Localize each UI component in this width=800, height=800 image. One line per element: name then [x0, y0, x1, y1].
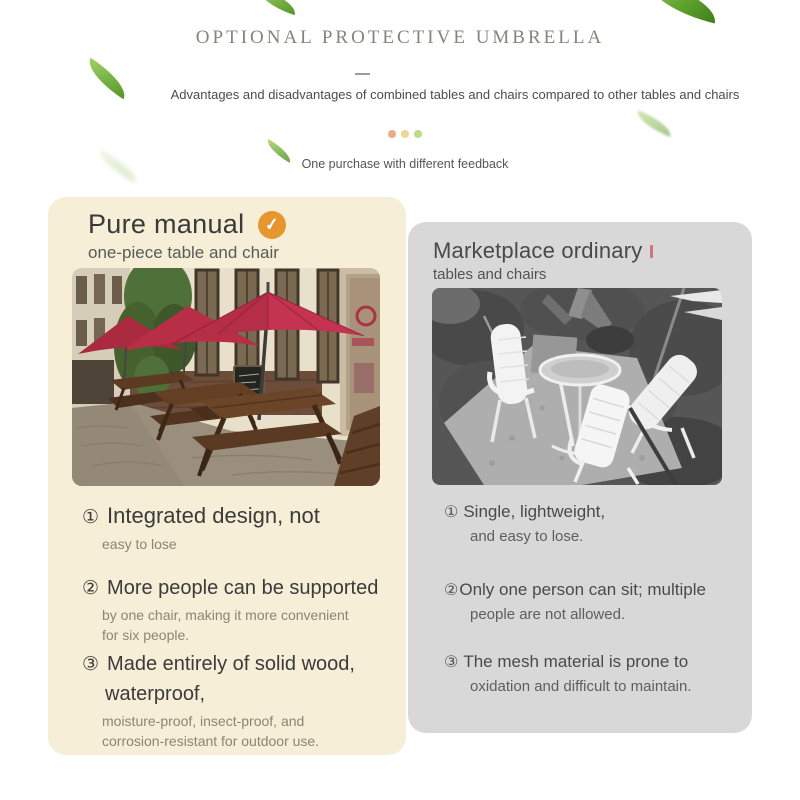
dot-separator [369, 130, 441, 138]
left-panel-subtitle: one-piece table and chair [88, 243, 279, 262]
item-heading: More people can be supported [107, 577, 379, 599]
item-subtext: for six people. [102, 627, 190, 644]
right-panel-subtitle: tables and chairs [433, 266, 547, 283]
circled-number: ③ [82, 654, 100, 675]
leaf-icon [633, 110, 675, 137]
item-line: Single, lightweight, [463, 502, 606, 521]
item-line: and easy to lose. [470, 528, 584, 545]
item-subtext: moisture-proof, insect-proof, and [102, 713, 305, 729]
mesh-chairs-glass-table-photo [432, 288, 722, 485]
item-subtext: by one chair, making it more convenient [102, 607, 349, 623]
item-heading: Integrated design, not [107, 503, 320, 528]
dot-icon [388, 130, 396, 138]
item-line: oxidation and difficult to maintain. [470, 678, 692, 695]
right-panel-title: Marketplace ordinary [433, 238, 643, 263]
divider [355, 73, 370, 75]
item-subtext: corrosion-resistant for outdoor use. [102, 733, 320, 750]
tagline: One purchase with different feedback [301, 157, 509, 171]
item-heading: waterproof, [105, 683, 206, 705]
red-umbrella-picnic-tables-photo [72, 268, 380, 486]
list-item [444, 652, 736, 695]
leaf-icon [255, 0, 300, 15]
check-icon: ✓ [257, 209, 288, 240]
x-mark-icon [650, 245, 653, 258]
right-product-panel [408, 222, 752, 733]
page-subtitle: Advantages and disadvantages of combined tables and chairs compared to other tables and chairs [170, 87, 740, 102]
list-item [82, 577, 398, 644]
leaf-icon [643, 0, 721, 24]
list-item [444, 580, 736, 623]
list-item [82, 653, 398, 750]
item-line: people are not allowed. [470, 606, 626, 623]
item-line: The mesh material is prone to [463, 652, 689, 671]
list-item [82, 503, 398, 553]
item-line: Only one person can sit; multiple [459, 580, 706, 599]
dot-icon [401, 130, 409, 138]
item-subtext: easy to lose [102, 536, 177, 552]
circled-number: ① [444, 504, 459, 521]
circled-number: ① [82, 507, 100, 528]
list-item [444, 502, 736, 545]
item-heading: Made entirely of solid wood, [107, 653, 355, 675]
dot-icon [414, 130, 422, 138]
circled-number: ③ [444, 654, 459, 671]
page-title: OPTIONAL PROTECTIVE UMBRELLA [195, 27, 605, 48]
circled-number: ② [444, 582, 459, 599]
circled-number: ② [82, 578, 100, 599]
left-product-panel [48, 197, 406, 755]
left-panel-title: Pure manual [88, 209, 245, 239]
